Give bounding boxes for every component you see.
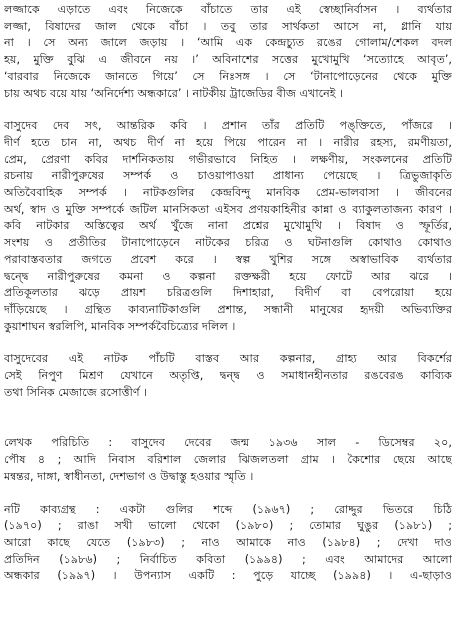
text-line: (১৯৭০) ; রাঙা সখী ভালো থেকো (১৯৮০) ; তোমার ঘুঙুর (১৯৮১) ; <box>4 519 452 533</box>
paragraph-bibliography <box>4 502 452 586</box>
paragraph-spacer <box>4 335 452 351</box>
text-line: সেই নিপুণ মিশ্রণ যেখানে অতৃপ্তি, দ্বন্দ্ব ও সমাধানহীনতার রঙবেরঙ কাব্যিক <box>4 369 452 383</box>
text-line: প্রতিদিন (১৯৮৬) ; নির্বাচিত কবিতা (১৯৯৪) ; এবং আমাদের আলো <box>4 552 452 566</box>
text-line: কবি নাটকার অস্তিত্বের অর্থ খুঁজে নানা প্রশ্নের মুখোমুখি । বিষাদ ও স্ফূর্তির, <box>4 219 452 233</box>
text-line: ‘বারবার নিজেকে জানতে গিয়ে’ সে নিঃসঙ্গ । সে ‘টানাপোড়েনের থেকে মুক্তি <box>4 69 452 83</box>
paragraph-conclusion <box>4 351 452 401</box>
text-line: লজ্জা, বিষাদের জাল থেকে বাঁচা । তবু তার সার্থকতা আসে না, গ্লানি যায় <box>4 19 452 33</box>
paragraph-spacer <box>4 486 452 502</box>
text-line: অর্থ, স্বাদ ও মুক্তি সম্পর্কে জটিল মানসিকতা এইসব প্রণয়কাহিনীর কান্না ও ব্যাকুলতাজন্য কারণ । <box>4 202 452 216</box>
text-line: পৌষ ৪ ; আদি নিবাস বরিশাল জেলার ঝিজলতলা গ্রাম । কৈশোর ছেয়ে আছে <box>4 453 452 467</box>
text-line: দীর্ণ হতে চান না, অথচ দীর্ণ না হয়ে পিয়ে পারেন না । নারীর রহস্য, রমণীয়তা, <box>4 135 452 149</box>
text-line: পরাবাস্তবতার জগতে প্রবেশ করে । স্বল্প খুশির সঙ্গে অস্বাভাবিক ব্যর্থতার <box>4 252 452 266</box>
paragraph-main <box>4 118 452 335</box>
text-line: অন্ধকার (১৯৯৭) । উপন্যাস একটি : পুড়ে যাচ্ছে (১৯৯৪) । এ-ছাড়াও <box>4 569 452 583</box>
paragraph-spacer <box>4 102 452 118</box>
text-line: বাসুদেবের এই নাটক পাঁচটি বাস্তব আর কল্পনার, গ্রাহ্য আর বিকর্শের <box>4 352 452 366</box>
text-line: অতিবৈবাহিক সম্পর্ক । নাটকগুলির কেন্দ্রবিন্দু মানবিক প্রেম-ভালবাসা । জীবনের <box>4 186 452 200</box>
section-spacer <box>4 401 452 435</box>
text-line: প্রেম, প্রেরণা কবির দার্শনিকতায় গভীরভাবে নিহিত । লক্ষণীয়, সংকলনের প্রতিটি <box>4 152 452 166</box>
text-line: দাঁড়িয়েছে । গ্রন্থিত কাব্যনাটিকাগুলি প্রশান্ত, সন্ধানী মানুষের হৃদয়ী অভিব্যক্তির <box>4 302 452 316</box>
text-line: না । সে অন্য জালে জড়ায় । ‘আমি এক কেন্দ্রচ্যুত রঙের গোলাম/শেকল বদল <box>4 36 452 50</box>
text-line: মন্বন্তর, দাঙ্গা, স্বাধীনতা, দেশভাগ ও উদ্বাস্তু হওয়ার স্মৃতি । <box>4 469 254 483</box>
text-line: রচনায় নারীপুরুষের সম্পর্ক ও চাওয়াপাওয়া প্রাধান্য পেয়েছে । ত্রিভুজাকৃতি <box>4 169 452 183</box>
text-line: বাসুদেব দেব সৎ, আন্তরিক কবি । প্রশান তাঁর প্রতিটি পঙ্‌ক্তিতে, পাঁজরে । <box>4 119 452 133</box>
text-line: লেখক পরিচিতি : বাসুদেব দেবের জন্ম ১৯৩৬ সাল - ডিসেম্বর ২০, <box>4 436 452 450</box>
text-line: আরো কাছে যেতে (১৯৮৩) ; নাও আমাকে নাও (১৯৮৪) ; দেখা দাও <box>4 535 452 549</box>
paragraph-author-intro <box>4 435 452 485</box>
document-page <box>4 2 452 585</box>
text-line: দ্বন্দ্বে নারীপুরুষের কমনা ও কল্পনা রক্তক্ষরী হয়ে ফোটে আর ঝরে । <box>4 269 452 283</box>
text-line: নটি কাব্যগ্রন্থ : একটা গুলির শব্দে (১৯৬৭) ; রোদ্দুর ভিতরে চিঠি <box>4 502 452 516</box>
text-line: প্রতিকূলতার ঝড়ে প্রায়শ চরিত্রগুলি দিশাহারা, বিদীর্ণ বা বেপরোয়া হয়ে <box>4 286 452 300</box>
text-line: তথা সিনিক মেজাজে রসোত্তীর্ণ । <box>4 385 148 399</box>
text-line: কুয়াশাঘন স্বরলিপি, মানবিক সম্পর্কবৈচিত্র্যের দলিল । <box>4 319 236 333</box>
text-line: সংশয় ও প্রতীতির টানাপোড়েনে নাটকের চরিত্র ও ঘটনাগুলি কোথাও কোথাও <box>4 236 452 250</box>
text-line: লজ্জাকে এড়াতে এবং নিজেকে বাঁচাতে তার এই স্বেচ্ছানির্বাসন । ব্যর্থতার <box>4 3 452 16</box>
text-line: চায় অথচ বয়ে যায় ‘অনির্দেশ্য অন্ধকারে’ । নাটকীয় ট্রাজেডির বীজ এখানেই । <box>4 86 344 100</box>
paragraph-intro <box>4 2 452 102</box>
text-line: হয়, মুক্তি বুঝি এ জীবনে নয় ।’ অবিনাশের সত্তের মুখোমুখি ‘সত্যোহে আবৃত’, <box>4 53 452 67</box>
